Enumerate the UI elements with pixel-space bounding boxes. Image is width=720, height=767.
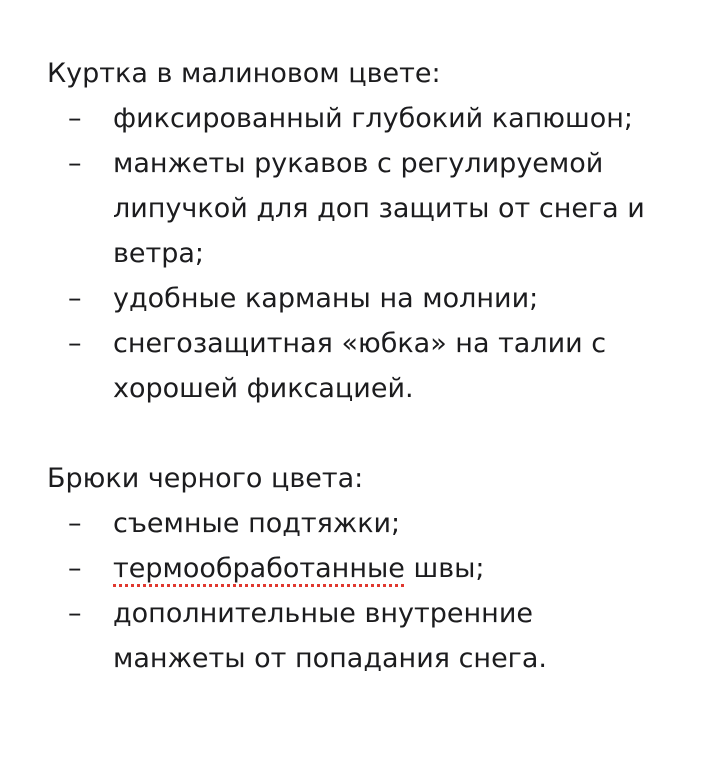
misspelled-word[interactable]: термообработанные bbox=[113, 553, 405, 584]
dash-bullet: – bbox=[68, 553, 82, 584]
list-item bbox=[47, 501, 647, 546]
list-item bbox=[47, 321, 647, 411]
dash-bullet: – bbox=[68, 328, 82, 359]
dash-bullet: – bbox=[68, 148, 82, 179]
list-item bbox=[47, 141, 647, 276]
dash-bullet: – bbox=[68, 598, 82, 629]
pants-heading: Брюки черного цвета: bbox=[47, 463, 364, 494]
list-item-text: съемные подтяжки; bbox=[113, 508, 401, 539]
jacket-features-list bbox=[47, 96, 720, 411]
pants-section bbox=[47, 456, 720, 681]
list-item bbox=[47, 276, 647, 321]
list-item bbox=[47, 96, 647, 141]
list-item-text: удобные карманы на молнии; bbox=[113, 283, 539, 314]
list-item-text: снегозащитная «юбка» на талии с хорошей фиксацией. bbox=[113, 328, 607, 404]
pants-features-list bbox=[47, 501, 720, 681]
dash-bullet: – bbox=[68, 283, 82, 314]
list-item bbox=[47, 546, 647, 591]
list-item-text: манжеты рукавов с регулируемой липучкой для доп защиты от снега и ветра; bbox=[113, 148, 645, 269]
jacket-section bbox=[47, 51, 720, 411]
list-item-text: дополнительные внутренние манжеты от попадания снега. bbox=[113, 598, 547, 674]
dash-bullet: – bbox=[68, 508, 82, 539]
list-item-text: фиксированный глубокий капюшон; bbox=[113, 103, 633, 134]
jacket-heading: Куртка в малиновом цвете: bbox=[47, 58, 441, 89]
list-item-text: швы; bbox=[404, 553, 485, 584]
list-item bbox=[47, 591, 647, 681]
dash-bullet: – bbox=[68, 103, 82, 134]
